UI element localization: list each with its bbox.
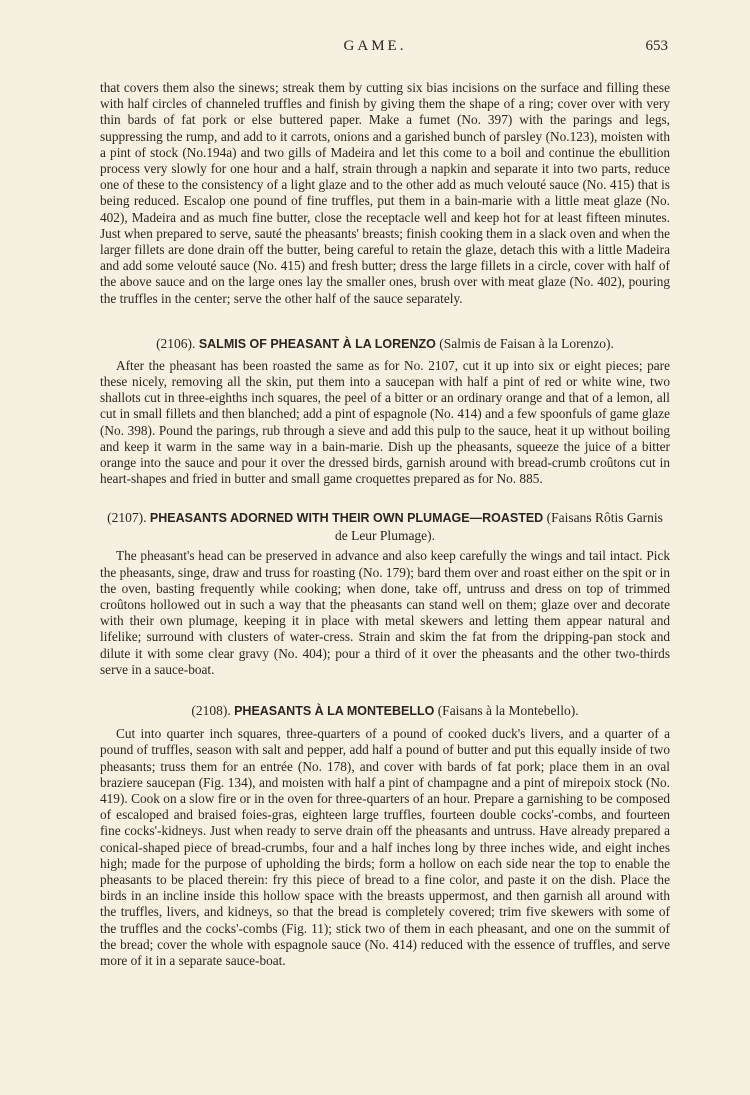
recipe-title: PHEASANTS ADORNED WITH THEIR OWN PLUMAGE—ROASTED: [149, 511, 544, 526]
recipe-number: (2106).: [156, 335, 196, 351]
recipe-2106: [100, 335, 670, 488]
page-number: 653: [645, 38, 668, 54]
recipe-heading: [100, 702, 670, 720]
recipe-number: (2108).: [191, 703, 231, 719]
recipe-french-title: (Faisans Rôtis Garnis de Leur Plumage).: [334, 510, 663, 544]
intro-paragraph: that covers them also the sinews; streak them by cutting six bias incisions on the surface and filling these with half circles of channeled truffles and finish by giving them the shape of a ring; cover over with very thin bards of fat pork or else buttered paper. Make a fumet (No. 397) with the parings and legs, suppressing the rump, and add to it carrots, onions and a garished bunch of parsley (No.123), moisten with a pint of stock (No.194a) and two gills of Madeira and let this come to a boil and continue the ebullition process very slowly for one hour and a half, strain through a napkin and separate it into two parts, reduce one of these to the consistency of a light glaze and to the other add as much velouté sauce (No. 415) that is being reduced. Escalop one pound of fine truffles, put them in a bain-marie with a little meat glaze (No. 402), Madeira and as much fine butter, close the receptacle well and keep hot for at least fifteen minutes. Just when prepared to serve, sauté the pheasants' breasts; finish cooking them in a slack oven and when the larger fillets are done drain off the butter, being careful to retain the glaze, detach this with a little Madeira and add some velouté sauce (No. 415) and fresh butter; dress the large fillets in a circle, cover with half of the above sauce and on the large ones lay the smaller ones, brush over with meat glaze (No. 402), pouring the truffles in the center; serve the other half of the sauce separately.: [100, 80, 670, 306]
running-title: GAME.: [343, 38, 407, 54]
recipe-french-title: (Faisans à la Montebello).: [437, 703, 579, 719]
body-text: [100, 80, 670, 969]
recipe-text: Cut into quarter inch squares, three-quarters of a pound of cooked duck's livers, and a quarter of a pound of truffles, season with salt and pepper, add half a pound of butter and put this equally inside of two pheasants; truss them for an entrée (No. 178), and cover with bards of fat pork; place them in an oval braziere saucepan (Fig. 134), and moisten with half a pint of champagne and a pint of mirepoix stock (No. 419). Cook on a slow fire or in the oven for three-quarters of an hour. Prepare a garnishing to be composed of escaloped and braised foies-gras, eighteen large truffles, fourteen double cocks'-combs, and fourteen fine cocks'-kidneys. Just when ready to serve drain off the pheasants and untruss. Have already prepared a conical-shaped piece of bread-crumbs, four and a half inches long by three inches wide, and eight inches high; made for the purpose of upholding the birds; form a hollow on each side near the top to enable the pheasants to be placed therein: fry this piece of bread to a fine color, and paste it on the dish. Place the birds in an incline inside this hollow space with the breasts uppermost, and then garnish all around with the truffles, livers, and kidneys, so that the bread is completely covered; trim five skewers with some of the truffles and the cocks'-combs (Fig. 11); stick two of them in each pheasant, and one on the summit of the bread; cover the whole with espagnole sauce (No. 414) reduced with the essence of truffles, and serve more of it in a separate sauce-boat.: [100, 726, 670, 968]
page-header: [0, 38, 750, 58]
recipe-title: PHEASANTS À LA MONTEBELLO: [234, 704, 435, 719]
recipe-title: SALMIS OF PHEASANT À LA LORENZO: [198, 336, 436, 351]
recipe-heading: [100, 335, 670, 353]
recipe-text: The pheasant's head can be preserved in advance and also keep carefully the wings and tail intact. Pick the pheasants, singe, draw and truss for roasting (No. 179); bard them over and roast either on the spit or in the oven, basting frequently while cooking; when done, take off, untruss and dress on top of trimmed croûtons hollowed out in such a way that the pheasants can stand well on them; glaze over and decorate with their own plumage, keeping it in place with metal skewers and letting them appear natural and lifelike; surround with clusters of water-cress. Strain and skim the fat from the dripping-pan stock and dilute it with some clear gravy (No. 404); pour a third of it over the pheasants and the other two-thirds serve in a sauce-boat.: [100, 548, 670, 677]
recipe-2108: [100, 702, 670, 969]
recipe-french-title: (Salmis de Faisan à la Lorenzo).: [439, 335, 614, 351]
recipe-2107: [100, 509, 670, 678]
recipe-number: (2107).: [107, 510, 147, 526]
recipe-heading: [100, 509, 670, 545]
recipe-text: After the pheasant has been roasted the same as for No. 2107, cut it up into six or eight pieces; pare these nicely, removing all the skin, put them into a saucepan with half a pint of red or white wine, two shallots cut in three-eighths inch squares, the peel of a bitter or an ordinary orange and that of a lemon, all cut in small fillets and then blanched; add a pint of espagnole (No. 414) and a few spoonfuls of game glaze (No. 398). Pound the parings, rub through a sieve and add this pulp to the sauce, heat it up without boiling and keep it warm in the same way in a bain-marie. Dish up the pheasants, squeeze the juice of a bitter orange into the sauce and pour it over the dressed birds, garnish around with bread-crumb croûtons cut in heart-shapes and fried in butter and small game croquettes prepared as for No. 885.: [100, 357, 670, 487]
